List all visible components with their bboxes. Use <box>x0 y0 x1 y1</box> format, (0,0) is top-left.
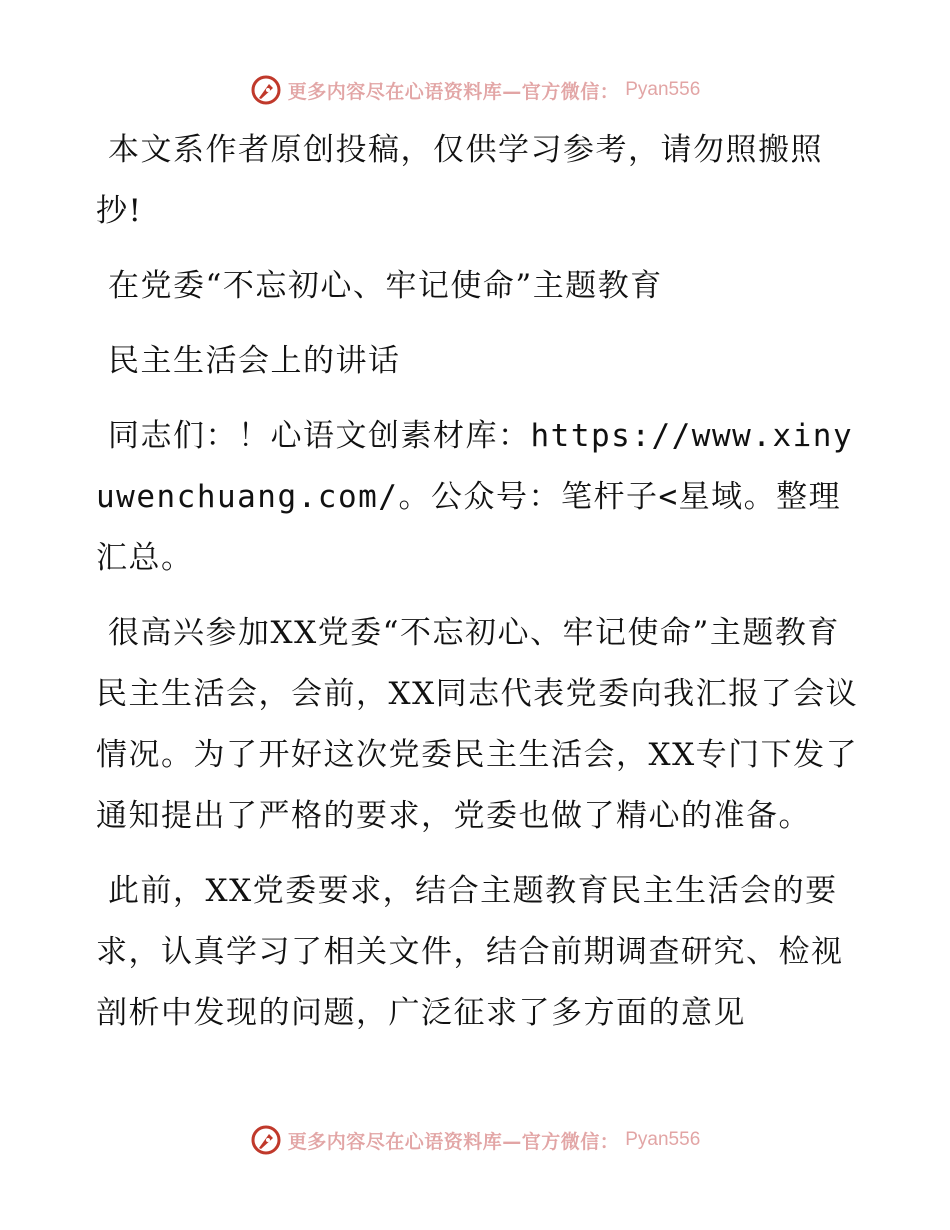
header-watermark <box>0 70 950 110</box>
document-title-line-1: 在党委“不忘初心、牢记使命”主题教育 <box>108 268 663 304</box>
salutation-paragraph: 同志们：！心语文创素材库：https://www.xinyuwenchuang.com/。公众号：笔杆子<星域。整理汇总。 <box>96 418 854 576</box>
pen-nib-circle-icon <box>250 1124 282 1156</box>
document-body <box>96 120 861 1058</box>
disclaimer-paragraph: 本文系作者原创投稿，仅供学习参考，请勿照搬照抄! <box>96 132 823 229</box>
body-paragraph: 很高兴参加XX党委“不忘初心、牢记使命”主题教育民主生活会，会前，XX同志代表党委向我汇报了会议情况。为了开好这次党委民主生活会，XX专门下发了通知提出了严格的要求，党委也做了精心的准备。 <box>96 615 859 834</box>
watermark-contact: Pyan556 <box>625 79 701 100</box>
watermark-contact: Pyan556 <box>625 1129 701 1150</box>
body-paragraph: 此前，XX党委要求，结合主题教育民主生活会的要求，认真学习了相关文件，结合前期调查研究、检视剖析中发现的问题，广泛征求了多方面的意见 <box>96 873 844 1031</box>
footer-watermark <box>0 1120 950 1160</box>
pen-nib-circle-icon <box>250 74 282 106</box>
watermark-text: 更多内容尽在心语资料库—官方微信： <box>287 80 620 103</box>
watermark-text: 更多内容尽在心语资料库—官方微信： <box>287 1130 620 1153</box>
document-title-line-2: 民主生活会上的讲话 <box>108 343 401 379</box>
